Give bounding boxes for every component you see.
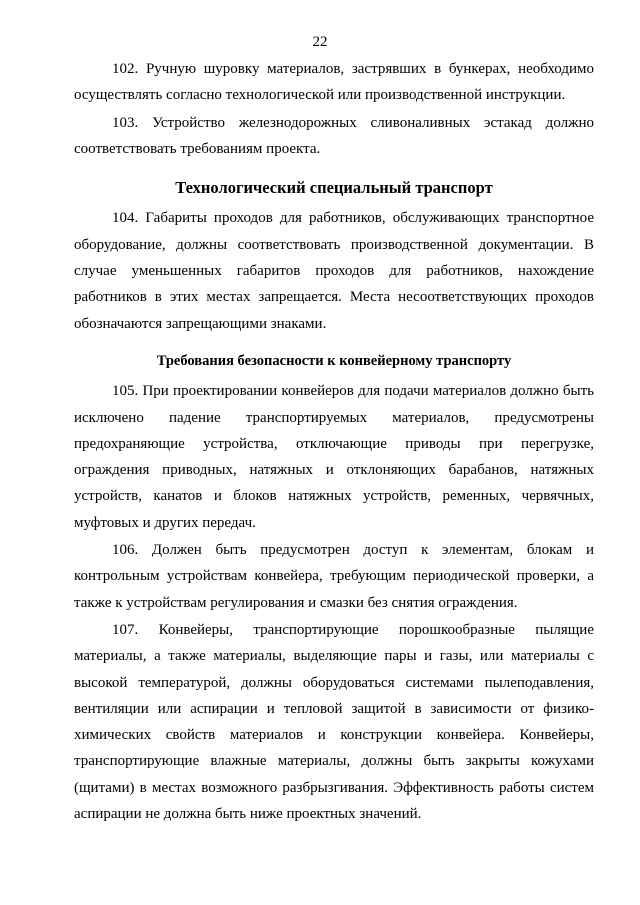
section-heading-special-transport: Технологический специальный транспорт — [175, 178, 493, 198]
paragraph-103: 103. Устройство железнодорожных сливоналивных эстакад должно соответствовать требованиям проекта. — [74, 114, 594, 157]
paragraph-102: 102. Ручную шуровку материалов, застрявших в бункерах, необходимо осуществлять согласно технологической или производственной инструкции. — [74, 61, 594, 104]
page-number: 22 — [312, 34, 328, 50]
paragraph-107: 107. Конвейеры, транспортирующие порошкообразные пылящие материалы, а также материалы, выделяющие пары и газы, или материалы с высокой температурой, должны оборудоваться системами пылеподавления, вентиляции или аспирации и тепловой защитой в зависимости от физико-химических свойств материалов и конструкции конвейера. Конвейеры, транспортирующие влажные материалы, должны быть закрыты кожухами (щитами) в местах возможного разбрызгивания. Эффективность работы систем аспирации не должна быть ниже проектных значений. — [74, 621, 594, 823]
section-heading-conveyor-safety: Требования безопасности к конвейерному транспорту — [156, 352, 512, 369]
document-body — [74, 56, 594, 827]
paragraph-105: 105. При проектировании конвейеров для подачи материалов должно быть исключено падение транспортируемых материалов, предусмотрены предохраняющие устройства, отключающие приводы при перегрузке, ограждения приводных, натяжных и отклоняющих барабанов, натяжных устройств, канатов и блоков натяжных устройств, ременных, червячных, муфтовых и других передач. — [74, 383, 594, 531]
paragraph-106: 106. Должен быть предусмотрен доступ к элементам, блокам и контрольным устройствам конвейера, требующим периодической проверки, а также к устройствам регулирования и смазки без снятия ограждения. — [74, 542, 594, 611]
paragraph-104: 104. Габариты проходов для работников, обслуживающих транспортное оборудование, должны соответствовать производственной документации. В случае уменьшенных габаритов проходов для работников, нахождение работников в этих местах запрещается. Места несоответствующих проходов обозначаются запрещающими знаками. — [74, 210, 594, 332]
